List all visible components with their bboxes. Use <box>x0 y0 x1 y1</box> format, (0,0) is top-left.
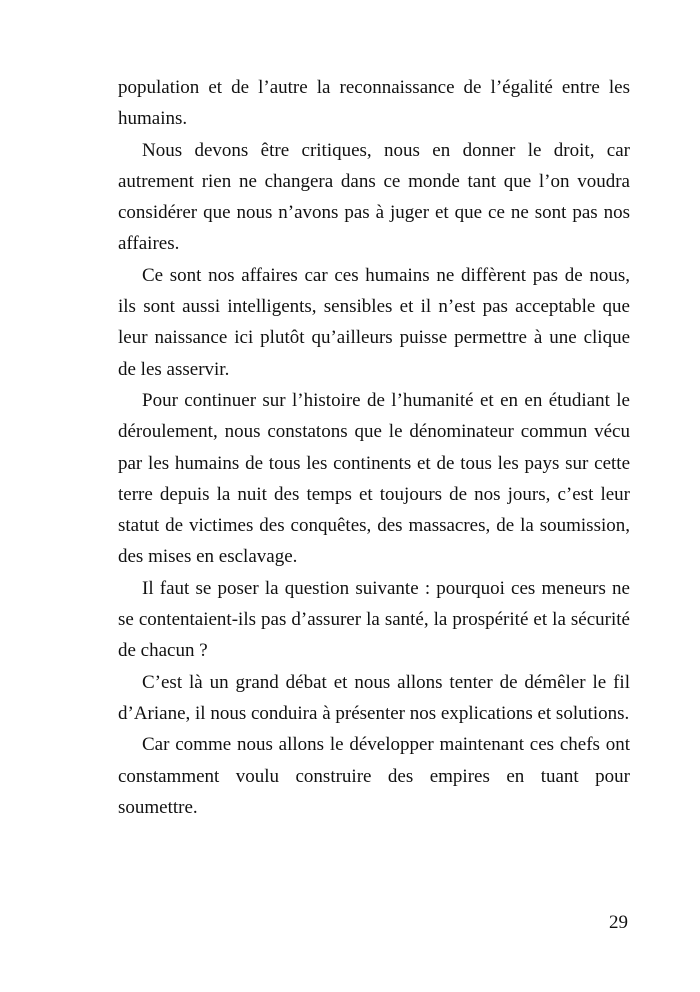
paragraph: Pour continuer sur l’histoire de l’humanité et en en étudiant le déroulement, nous constatons que le dénominateur commun vécu par les humains de tous les continents et de tous les pays sur cette terre depuis la nuit des temps et toujours de nos jours, c’est leur statut de victimes des conquêtes, des massacres, de la soumission, des mises en esclavage. <box>118 389 630 568</box>
paragraph: Ce sont nos affaires car ces humains ne diffèrent pas de nous, ils sont aussi intelligents, sensibles et il n’est pas acceptable que leur naissance ici plutôt qu’ailleurs puisse permettre à une clique de les asservir. <box>118 264 630 380</box>
page-number: 29 <box>609 912 628 933</box>
paragraph: Nous devons être critiques, nous en donner le droit, car autrement rien ne changera dans ce monde tant que l’on voudra considérer que nous n’avons pas à juger et que ce ne sont pas nos affaires. <box>118 139 630 255</box>
paragraph: Car comme nous allons le développer maintenant ces chefs ont constamment voulu construire des empires en tuant pour soumettre. <box>118 734 630 818</box>
paragraph: Il faut se poser la question suivante : pourquoi ces meneurs ne se contentaient-ils pas d’assurer la santé, la prospérité et la sécurité de chacun ? <box>118 577 630 662</box>
body-text <box>118 72 630 823</box>
paragraph-continued: population et de l’autre la reconnaissance de l’égalité entre les humains. <box>118 77 630 130</box>
paragraph: C’est là un grand débat et nous allons tenter de démêler le fil d’Ariane, il nous conduira à présenter nos explications et solutions. <box>118 671 630 724</box>
